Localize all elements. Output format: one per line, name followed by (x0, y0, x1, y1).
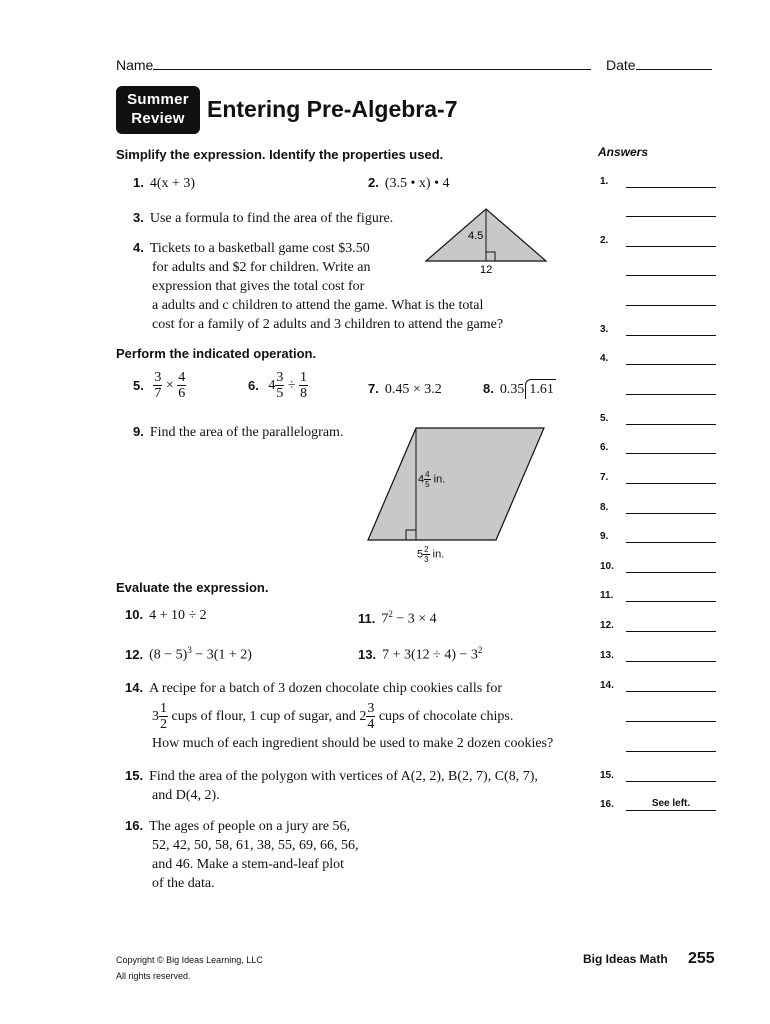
question-text-line: for adults and $2 for children. Write an (152, 260, 371, 275)
dividend: 1.61 (525, 379, 556, 399)
question-text-line: cost for a family of 2 adults and 3 children to attend the game? (152, 317, 504, 332)
parallelogram-figure (360, 424, 552, 574)
numerator: 2 (424, 545, 429, 554)
question-12 (125, 641, 252, 665)
fraction (159, 701, 168, 732)
question-6 (248, 370, 308, 401)
answer-label: 16. (600, 799, 614, 810)
answer-blank[interactable] (626, 631, 716, 632)
answer-blank[interactable] (626, 810, 716, 811)
question-8 (483, 379, 556, 399)
answer-label: 8. (600, 502, 609, 513)
base: 7 (381, 611, 389, 627)
answer-label: 10. (600, 561, 614, 572)
triangle-base-label: 12 (480, 264, 493, 275)
answer-label: 13. (600, 650, 614, 661)
denominator: 8 (300, 386, 308, 401)
fraction (366, 701, 375, 732)
answer-blank[interactable] (626, 483, 716, 484)
answer-label: 12. (600, 620, 614, 631)
numerator: 1 (300, 370, 308, 385)
answer-blank[interactable] (626, 305, 716, 306)
unit: in. (432, 548, 445, 561)
question-number: 15. (125, 768, 144, 783)
exponent: 2 (388, 609, 393, 619)
question-15 (125, 766, 538, 805)
question-number: 1. (133, 175, 144, 190)
answer-label: 5. (600, 413, 609, 424)
question-text-line: Tickets to a basketball game cost $3.50 (149, 241, 370, 256)
question-text: cups of flour, 1 cup of sugar, and (168, 709, 360, 724)
question-text-line: and D(4, 2). (152, 788, 220, 803)
answer-value: See left. (651, 798, 691, 809)
fraction (424, 470, 430, 489)
question-text-line: and 46. Make a stem-and-leaf plot (152, 857, 345, 872)
answer-blank[interactable] (626, 394, 716, 395)
denominator: 6 (178, 386, 186, 401)
question-number: 7. (368, 381, 379, 396)
question-text-line: Find the area of the polygon with vertices of A(2, 2), B(2, 7), C(8, 7), (149, 769, 538, 784)
fraction (423, 545, 429, 564)
denominator: 7 (154, 386, 162, 401)
badge-line-1: Summer (127, 91, 189, 108)
answer-label: 2. (600, 235, 609, 246)
question-number: 9. (133, 424, 144, 439)
page-number: 255 (688, 950, 715, 967)
numerator: 3 (154, 370, 162, 385)
question-number: 14. (125, 680, 144, 695)
answer-blank[interactable] (626, 751, 716, 752)
question-10 (125, 605, 207, 625)
answer-blank[interactable] (626, 216, 716, 217)
question-number: 13. (358, 646, 377, 662)
divisor: 0.35 (499, 382, 525, 397)
answer-blank[interactable] (626, 572, 716, 573)
copyright: Copyright © Big Ideas Learning, LLC (116, 955, 263, 965)
question-text-line: of the data. (152, 876, 215, 891)
question-number: 4. (133, 240, 144, 255)
question-expression: 4 + 10 ÷ 2 (149, 608, 207, 623)
question-number: 12. (125, 646, 144, 662)
answer-blank[interactable] (626, 601, 716, 602)
question-expression: − 3(1 + 2) (191, 647, 252, 663)
question-number: 10. (125, 607, 144, 622)
answer-blank[interactable] (626, 335, 716, 336)
question-text-line: A recipe for a batch of 3 dozen chocolate chip cookies calls for (149, 681, 503, 696)
unit: in. (433, 473, 446, 486)
whole-number: 3 (152, 709, 159, 724)
answer-label: 3. (600, 324, 609, 335)
question-text-line: expression that gives the total cost for (152, 279, 365, 294)
whole-number: 5 (417, 548, 424, 561)
answer-blank[interactable] (626, 542, 716, 543)
numerator: 4 (178, 370, 186, 385)
question-number: 16. (125, 818, 144, 833)
question-text-line: 52, 42, 50, 58, 61, 38, 55, 69, 66, 56, (152, 838, 359, 853)
question-number: 8. (483, 381, 494, 396)
question-2 (368, 173, 449, 193)
answer-blank[interactable] (626, 364, 716, 365)
question-3 (133, 208, 393, 228)
answer-label: 1. (600, 176, 609, 187)
numerator: 3 (276, 370, 284, 385)
question-text-line: How much of each ingredient should be used to make 2 dozen cookies? (152, 736, 554, 751)
answer-blank[interactable] (626, 453, 716, 454)
whole-number: 2 (359, 709, 367, 724)
answer-blank[interactable] (626, 246, 716, 247)
question-text-line (125, 701, 553, 732)
denominator: 5 (425, 480, 430, 489)
answer-label: 4. (600, 353, 609, 364)
answer-label: 9. (600, 531, 609, 542)
denominator: 4 (367, 717, 375, 732)
triangle-height-label: 4.5 (468, 230, 484, 242)
answer-blank[interactable] (626, 691, 716, 692)
date-blank (636, 55, 712, 70)
whole-number: 4 (268, 378, 276, 393)
parallelogram-height-label (418, 470, 445, 489)
answer-label: 7. (600, 472, 609, 483)
question-expression: 7 + 3(12 ÷ 4) − 3 (382, 647, 478, 663)
question-text: Use a formula to find the area of the figure. (149, 211, 394, 226)
answer-label: 6. (600, 442, 609, 453)
denominator: 3 (424, 555, 429, 564)
whole-number: 4 (418, 473, 425, 486)
question-5 (133, 370, 186, 401)
question-text: cups of chocolate chips. (375, 709, 514, 724)
question-11 (358, 605, 437, 629)
fraction (299, 370, 308, 401)
answer-label: 14. (600, 680, 614, 691)
answer-blank[interactable] (626, 721, 716, 722)
section-heading-operation: Perform the indicated operation. (116, 346, 317, 361)
answer-label: 15. (600, 770, 614, 781)
exponent: 3 (187, 645, 192, 655)
question-expression: − 3 × 4 (392, 611, 437, 627)
triangle-figure (420, 205, 552, 275)
answer-blank[interactable] (626, 781, 716, 782)
exponent: 2 (477, 645, 483, 655)
badge-line-2: Review (131, 110, 185, 127)
question-expression: 0.45 × 3.2 (384, 382, 442, 397)
parallelogram-base-label (417, 545, 444, 564)
question-text-line: a adults and c children to attend the game. What is the total (152, 298, 484, 313)
answer-blank[interactable] (626, 275, 716, 276)
operator: × (165, 378, 174, 393)
section-heading-evaluate: Evaluate the expression. (116, 580, 269, 595)
question-number: 2. (368, 175, 379, 190)
fraction (177, 370, 186, 401)
answer-label: 11. (600, 590, 614, 601)
question-text-line: The ages of people on a jury are 56, (149, 819, 351, 834)
name-field (116, 55, 591, 73)
question-text: Find the area of the parallelogram. (149, 425, 344, 440)
numerator: 1 (160, 701, 167, 716)
answer-blank[interactable] (626, 513, 716, 514)
question-13 (358, 641, 482, 665)
numerator: 4 (425, 470, 430, 479)
question-7 (368, 379, 442, 399)
question-number: 6. (248, 378, 259, 393)
page-title: Entering Pre-Algebra-7 (207, 96, 458, 122)
question-expression: (8 − 5) (149, 647, 188, 663)
question-number: 5. (133, 378, 144, 393)
answers-heading: Answers (598, 145, 649, 159)
date-field (606, 55, 712, 73)
question-16 (125, 816, 359, 893)
question-number: 3. (133, 210, 144, 225)
rights: All rights reserved. (116, 971, 191, 981)
name-blank (153, 55, 591, 70)
name-label: Name (116, 57, 154, 73)
fraction (153, 370, 162, 401)
question-expression: 4(x + 3) (149, 176, 196, 191)
fraction (275, 370, 284, 401)
answer-blank[interactable] (626, 424, 716, 425)
date-label: Date (606, 57, 636, 73)
question-9 (133, 422, 343, 442)
section-heading-simplify: Simplify the expression. Identify the properties used. (116, 147, 444, 162)
question-14 (125, 678, 553, 753)
question-number: 11. (358, 610, 376, 626)
denominator: 5 (276, 386, 284, 401)
answer-blank[interactable] (626, 187, 716, 188)
numerator: 3 (367, 701, 375, 716)
question-1 (133, 173, 195, 193)
question-expression: (3.5 • x) • 4 (384, 176, 450, 191)
answer-blank[interactable] (626, 661, 716, 662)
parallelogram-shape (368, 428, 544, 540)
summer-review-badge (116, 86, 200, 134)
operator: ÷ (287, 378, 296, 393)
denominator: 2 (160, 717, 167, 732)
brand: Big Ideas Math (583, 952, 668, 966)
